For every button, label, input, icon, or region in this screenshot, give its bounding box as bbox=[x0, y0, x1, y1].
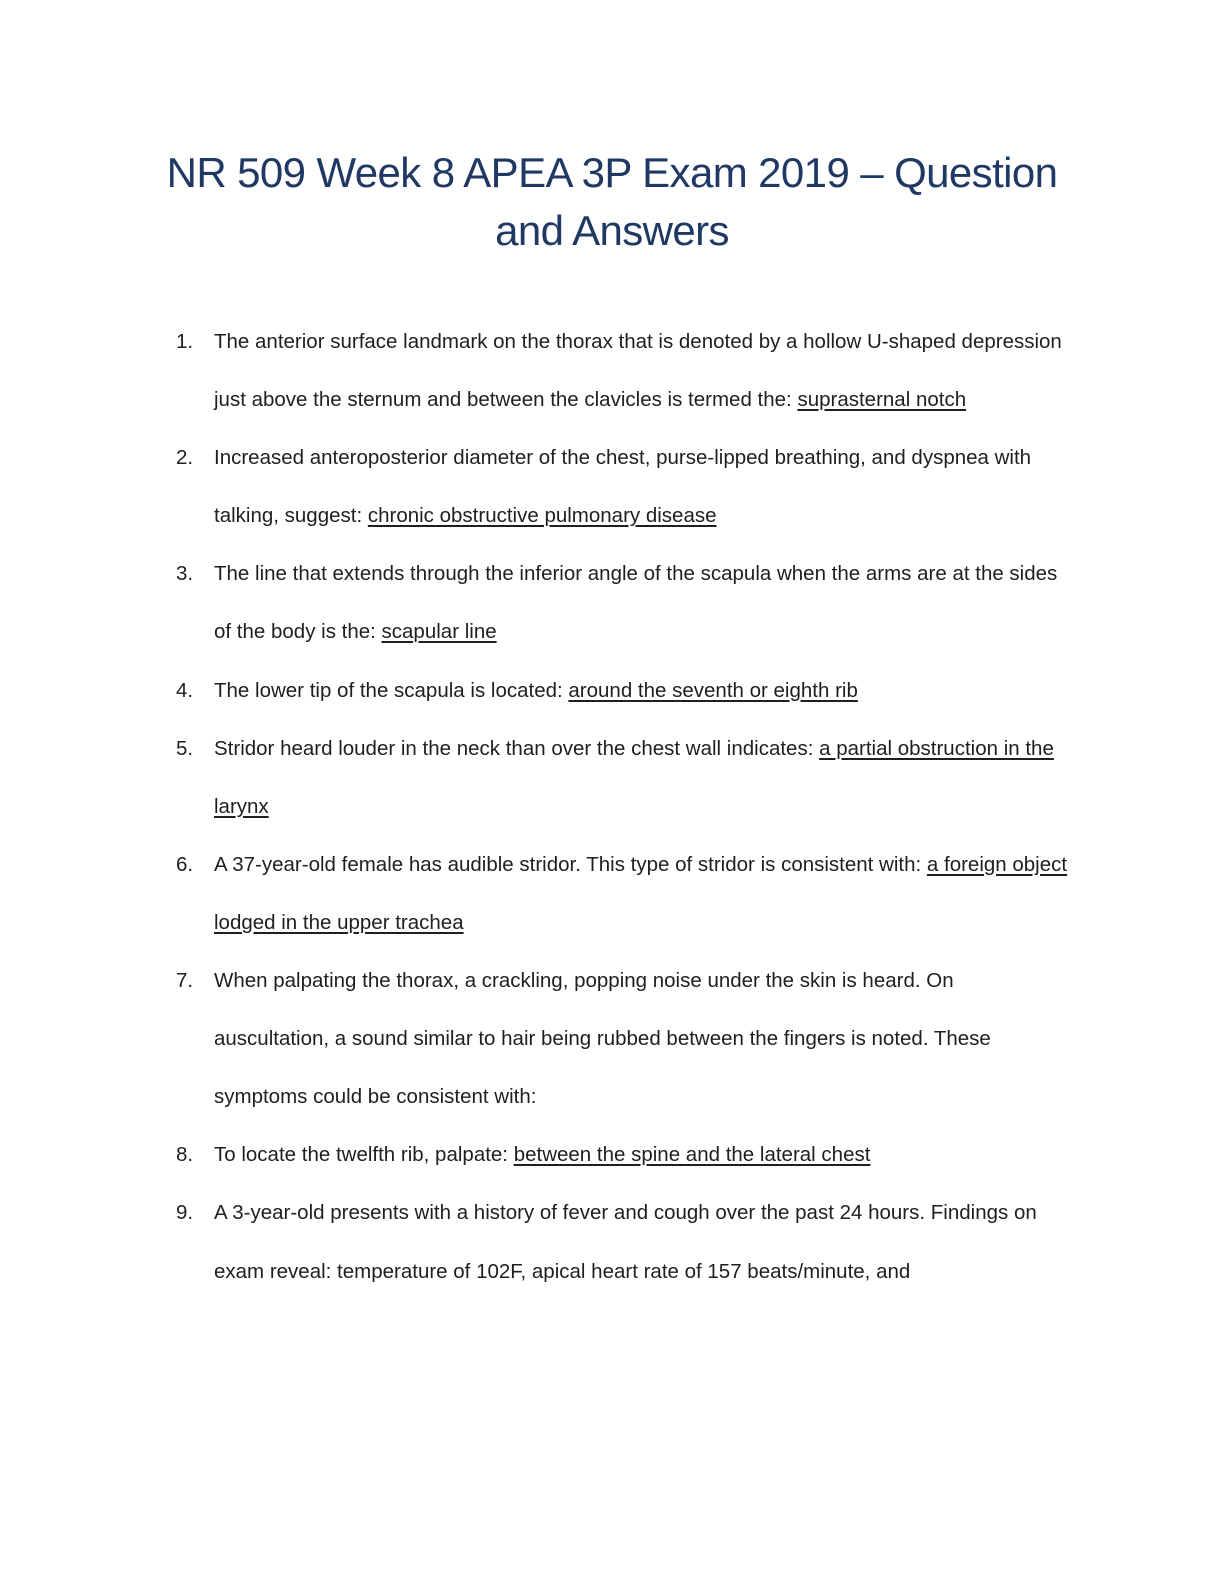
question-text: The line that extends through the inferior angle of the scapula when the arms are at the sides of the body is the: bbox=[214, 562, 1058, 644]
question-number: 1. bbox=[176, 330, 194, 353]
answer-text: chronic obstructive pulmonary disease bbox=[367, 504, 717, 528]
question-text-block bbox=[214, 952, 1070, 1126]
question-number: 4. bbox=[176, 678, 194, 702]
question-number: 9. bbox=[176, 1201, 194, 1225]
question-text-block bbox=[214, 545, 1070, 661]
question-item bbox=[0, 1184, 1224, 1300]
question-text-block bbox=[214, 662, 1070, 720]
question-text: When palpating the thorax, a crackling, popping noise under the skin is heard. On auscultation, a sound similar to hair being rubbed between the fingers is noted. These symptoms could be consistent with: bbox=[214, 969, 991, 1109]
question-text: A 37-year-old female has audible stridor. This type of stridor is consistent with: bbox=[214, 852, 927, 876]
question-text: Increased anteroposterior diameter of the chest, purse-lipped breathing, and dyspnea with talking, suggest: bbox=[214, 446, 1032, 528]
question-item bbox=[0, 429, 1224, 545]
answer-text: around the seventh or eighth rib bbox=[568, 678, 858, 702]
question-number: 7. bbox=[176, 969, 194, 993]
question-item bbox=[0, 313, 1224, 429]
question-text: A 3-year-old presents with a history of fever and cough over the past 24 hours. Findings on exam reveal: temperature of 102F, apical heart rate of 157 beats/minute, and bbox=[214, 1201, 1037, 1283]
question-text: The anterior surface landmark on the thorax that is denoted by a hollow U-shaped depression just above the sternum and between the clavicles is termed the: bbox=[214, 330, 1062, 412]
answer-text: between the spine and the lateral chest bbox=[513, 1143, 871, 1167]
question-number: 6. bbox=[176, 852, 194, 876]
question-item bbox=[0, 952, 1224, 1126]
document-title: NR 509 Week 8 APEA 3P Exam 2019 – Question and Answers bbox=[166, 149, 1058, 254]
answer-text: scapular line bbox=[381, 620, 497, 644]
question-item bbox=[0, 720, 1224, 836]
question-number: 5. bbox=[176, 736, 194, 760]
question-text-block bbox=[214, 836, 1070, 952]
question-number: 8. bbox=[176, 1143, 194, 1167]
question-list bbox=[0, 313, 1224, 1301]
question-text: To locate the twelfth rib, palpate: bbox=[214, 1143, 514, 1167]
question-text-block bbox=[214, 313, 1070, 429]
question-number: 3. bbox=[176, 562, 194, 586]
question-text-block bbox=[214, 1184, 1070, 1300]
question-item bbox=[0, 545, 1224, 661]
question-text: The lower tip of the scapula is located: bbox=[214, 678, 569, 702]
question-number: 2. bbox=[176, 446, 194, 470]
answer-text: suprasternal notch bbox=[797, 388, 967, 412]
question-item bbox=[0, 662, 1224, 720]
question-text-block bbox=[214, 1126, 1070, 1184]
question-item bbox=[0, 1126, 1224, 1184]
question-text-block bbox=[214, 429, 1070, 545]
question-text-block bbox=[214, 720, 1070, 836]
answer-text: a foreign object lodged in the upper trachea bbox=[214, 852, 1068, 934]
question-text: Stridor heard louder in the neck than over the chest wall indicates: bbox=[214, 736, 820, 760]
answer-text: a partial obstruction in the larynx bbox=[214, 736, 1054, 818]
question-item bbox=[0, 836, 1224, 952]
